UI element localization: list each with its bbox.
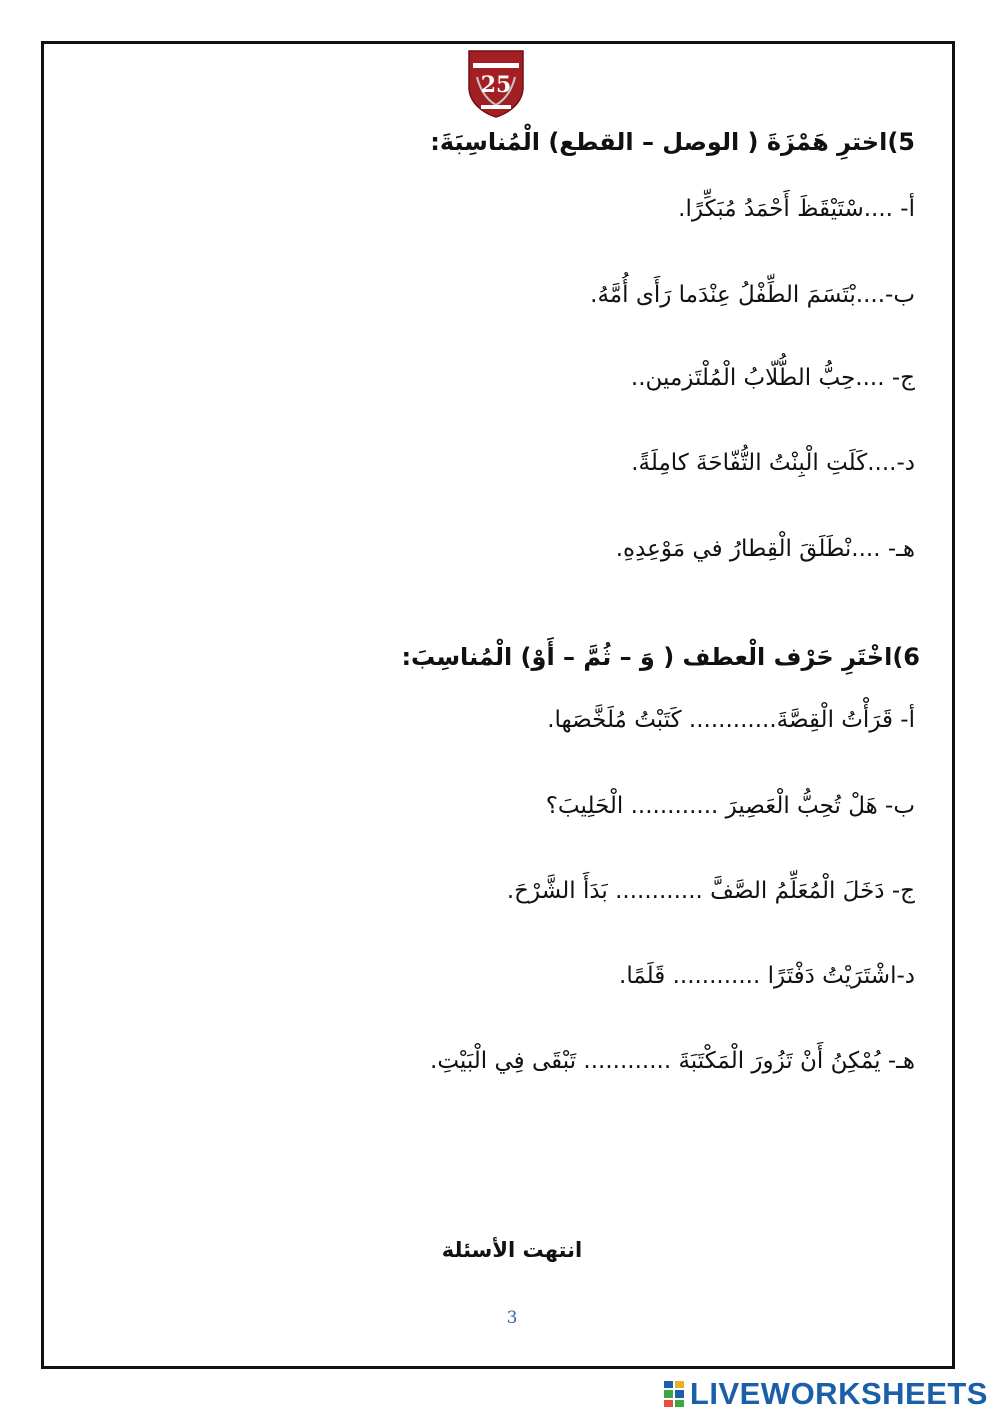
liveworksheets-icon [664, 1381, 684, 1407]
question-6-item-b: ب- هَلْ تُحِبُّ الْعَصِيرَ ............ الْحَلِيبَ؟ [545, 793, 915, 819]
question-5-item-a: أ- ....سْتَيْقَظَ أَحْمَدُ مُبَكِّرًا. [678, 196, 915, 222]
question-6-item-d: د-اشْتَرَيْتُ دَفْتَرًا ............ قَلَمًا. [619, 963, 915, 989]
question-5-item-c: ج- ....حِبُّ الطُّلّابُ الْمُلْتَزمين.. [630, 365, 915, 391]
question-6-item-a: أ- قَرَأْتُ الْقِصَّةَ............ كَتَبْتُ مُلَخَّصَها. [547, 707, 915, 733]
question-6-item-e: هـ- يُمْكِنُ أَنْ تَزُورَ الْمَكْتَبَةَ ............ تَبْقَى فِي الْبَيْتِ. [430, 1048, 915, 1074]
question-5-item-e: هـ- ....نْطَلَقَ الْقِطارُ في مَوْعِدِهِ. [615, 536, 915, 562]
question-5-item-b: ب-....بْتَسَمَ الطِّفْلُ عِنْدَما رَأَى أُمَّهُ. [590, 282, 915, 308]
liveworksheets-watermark[interactable] [664, 1376, 988, 1412]
school-crest-logo [465, 47, 527, 119]
page-border [41, 41, 955, 1369]
question-6-title: 6)اخْتَرِ حَرْف الْعطف ( وَ – ثُمَّ – أَوْ) الْمُناسِبَ: [401, 643, 920, 671]
logo-number: 25 [480, 72, 512, 98]
liveworksheets-label: LIVEWORKSHEETS [689, 1376, 988, 1411]
question-6-item-c: ج- دَخَلَ الْمُعَلِّمُ الصَّفَّ ............ بَدَأَ الشَّرْحَ. [506, 878, 915, 904]
question-5-item-d: د-....كَلَتِ الْبِنْتُ التُّفّاحَةَ كامِلَةً. [631, 450, 915, 476]
end-of-questions: انتهت الأسئلة [441, 1238, 583, 1262]
question-5-title: 5)اخترِ هَمْزَةَ ( الوصل – القطع) الْمُناسِبَةَ: [430, 128, 915, 156]
page-number: 3 [506, 1308, 518, 1328]
